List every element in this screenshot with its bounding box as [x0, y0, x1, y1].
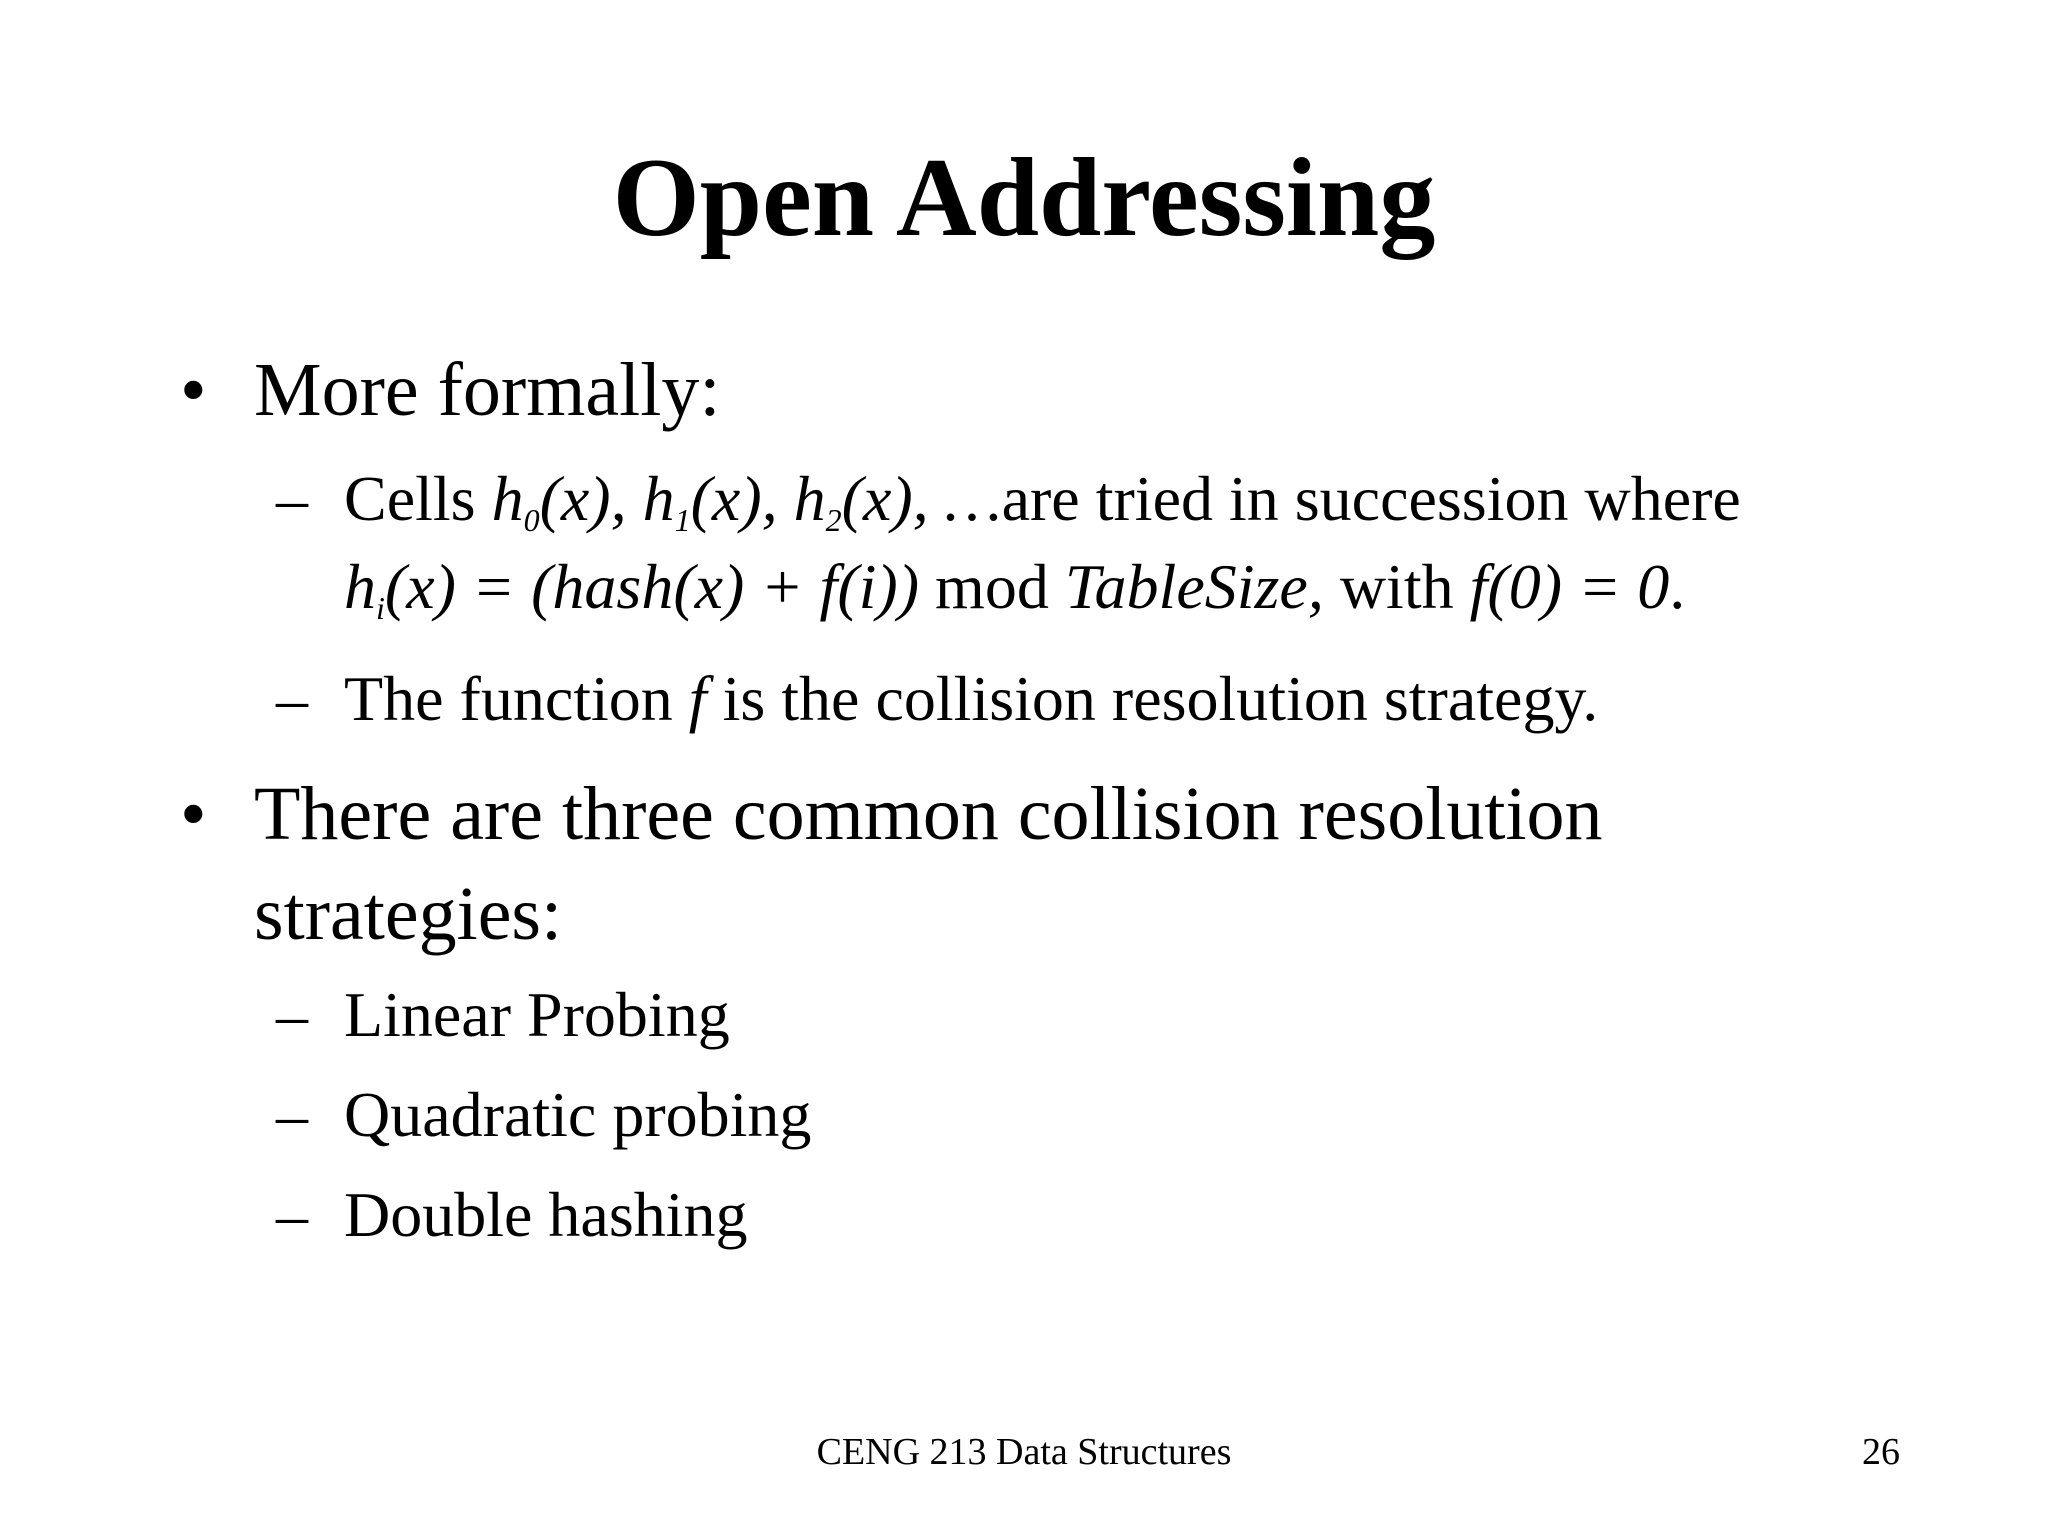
- sub-item-function-f: The function f is the collision resolution strategy.: [344, 663, 1599, 734]
- bullet-more-formally: More formally:: [254, 348, 721, 432]
- bullet-three-strategies-line2: strategies:: [254, 872, 563, 956]
- sub-item-quadratic-probing: Quadratic probing: [344, 1079, 812, 1150]
- page-number: 26: [1862, 1431, 1900, 1473]
- sub-item-linear-probing: Linear Probing: [344, 979, 730, 1050]
- sub-bullet-marker: –: [276, 663, 308, 734]
- sub-bullet-marker: –: [276, 463, 308, 534]
- formula-f0: f(0) = 0: [1469, 551, 1670, 622]
- sub-item-double-hashing: Double hashing: [344, 1179, 748, 1250]
- sub-bullet-marker: –: [276, 1079, 308, 1150]
- sub-item-cells-line2: $h_i(x)$ = (hash(x) + f(i)) mod TableSize, with f(0) = 0.: [344, 551, 1686, 627]
- formula-hi: $h_i(x)$ = (hash(x) + f(i)): [344, 551, 920, 627]
- bullet-marker: •: [180, 772, 207, 856]
- function-f: f: [688, 663, 707, 734]
- sub-item-cells-line1: [344, 456, 1904, 542]
- footer-course: CENG 213 Data Structures: [816, 1431, 1232, 1473]
- cells-label: Cells: [344, 463, 492, 534]
- sub-bullet-marker: –: [276, 979, 308, 1050]
- table-size: TableSize,: [1064, 551, 1324, 622]
- slide-title: Open Addressing: [612, 136, 1436, 260]
- bullet-three-strategies-line1: There are three common collision resolution: [254, 772, 1603, 856]
- sub-bullet-marker: –: [276, 1179, 308, 1250]
- formula-h0: $h_0(x)$, $h_1(x)$, $h_2(x)$, …: [491, 463, 1002, 539]
- cells-rest: are tried in succession where: [1001, 463, 1741, 534]
- bullet-marker: •: [180, 348, 207, 432]
